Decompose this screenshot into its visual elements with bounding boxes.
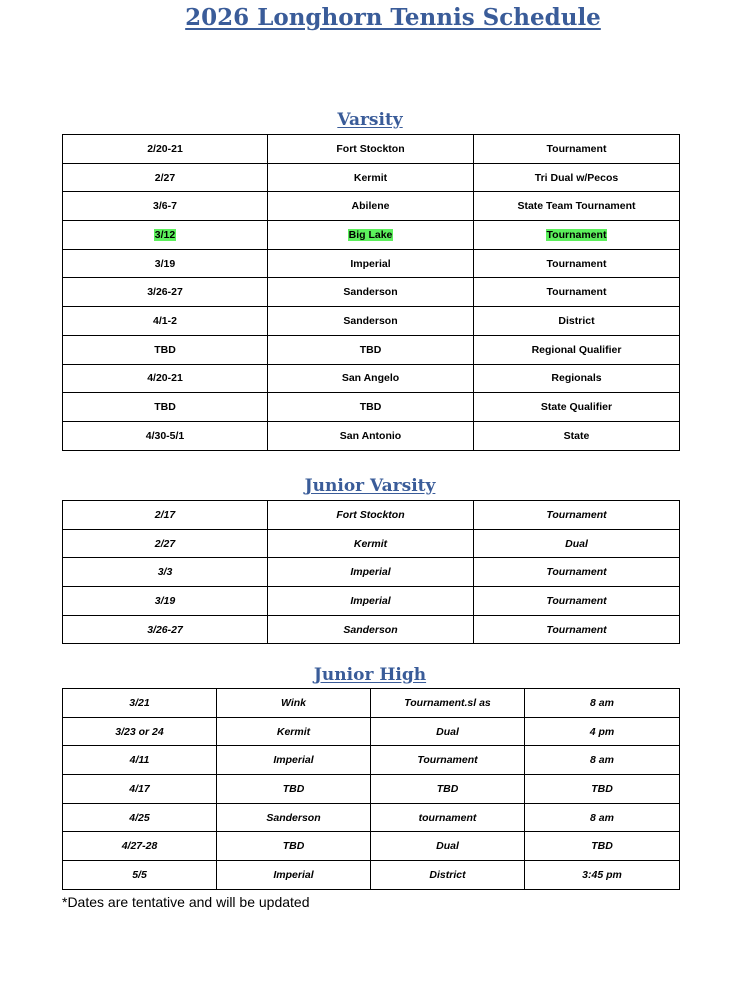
jv-row <box>63 501 680 530</box>
varsity-location-text: San Angelo <box>341 372 400 385</box>
varsity-cell-event <box>474 192 680 221</box>
varsity-cell-location <box>268 163 474 192</box>
jh-event-text: tournament <box>418 811 477 824</box>
jh-location-text: Imperial <box>273 754 314 767</box>
varsity-row <box>63 393 680 422</box>
jv-date-text: 2/27 <box>154 537 176 550</box>
jv-event-text: Tournament <box>546 566 607 579</box>
varsity-location-text: Imperial <box>350 257 391 270</box>
jh-date-text: 4/17 <box>129 782 150 795</box>
varsity-row <box>63 421 680 450</box>
jh-cell-location <box>217 803 371 832</box>
jh-cell-event <box>371 689 525 718</box>
jv-cell-location <box>268 529 474 558</box>
jh-cell-time <box>525 861 680 890</box>
jh-cell-location <box>217 746 371 775</box>
jh-cell-date <box>63 717 217 746</box>
varsity-cell-event <box>474 421 680 450</box>
varsity-location-text: Fort Stockton <box>336 142 405 155</box>
jh-location-text: Wink <box>281 696 306 709</box>
varsity-cell-location <box>268 192 474 221</box>
jh-cell-time <box>525 803 680 832</box>
jh-time-text: 8 am <box>590 754 614 767</box>
jh-location-text: Kermit <box>276 725 311 738</box>
jv-cell-event <box>474 529 680 558</box>
varsity-location-text: Sanderson <box>343 314 398 327</box>
varsity-row <box>63 135 680 164</box>
varsity-date-text: 4/30-5/1 <box>145 429 185 442</box>
varsity-row <box>63 335 680 364</box>
jh-cell-event <box>371 717 525 746</box>
jh-cell-location <box>217 832 371 861</box>
jh-cell-time <box>525 775 680 804</box>
jh-date-text: 4/11 <box>129 754 150 767</box>
varsity-cell-location <box>268 249 474 278</box>
jh-cell-date <box>63 746 217 775</box>
jv-cell-date <box>63 501 268 530</box>
varsity-event-text: Tournament <box>546 257 607 270</box>
varsity-row <box>63 221 680 250</box>
varsity-row <box>63 192 680 221</box>
footnote: *Dates are tentative and will be updated <box>62 894 310 910</box>
jv-location-text: Imperial <box>350 566 391 579</box>
varsity-cell-event <box>474 307 680 336</box>
varsity-event-text: Tournament <box>546 286 607 299</box>
varsity-event-text: Tournament <box>546 142 607 155</box>
varsity-date-text: 3/12 <box>154 228 176 241</box>
junior-high-heading: Junior High <box>313 665 427 685</box>
jh-event-text: Dual <box>436 840 459 853</box>
varsity-date-text: 2/20-21 <box>147 142 183 155</box>
jv-cell-event <box>474 615 680 644</box>
jv-location-text: Sanderson <box>343 623 398 636</box>
varsity-heading: Varsity <box>337 110 403 130</box>
junior-high-table <box>62 688 680 890</box>
varsity-event-text: State Qualifier <box>540 401 613 414</box>
jv-date-text: 3/19 <box>154 594 176 607</box>
jh-row <box>63 832 680 861</box>
jh-time-text: 8 am <box>590 696 614 709</box>
varsity-cell-date <box>63 278 268 307</box>
jv-cell-location <box>268 501 474 530</box>
jv-cell-event <box>474 587 680 616</box>
jh-cell-date <box>63 832 217 861</box>
varsity-cell-event <box>474 163 680 192</box>
varsity-location-text: TBD <box>359 343 382 356</box>
jh-row <box>63 775 680 804</box>
jh-cell-event <box>371 832 525 861</box>
jh-event-text: District <box>429 868 466 881</box>
varsity-cell-event <box>474 278 680 307</box>
jv-cell-location <box>268 615 474 644</box>
jh-row <box>63 861 680 890</box>
varsity-event-text: Regionals <box>551 372 602 385</box>
varsity-event-text: State Team Tournament <box>517 200 636 213</box>
varsity-date-text: 4/1-2 <box>153 314 177 327</box>
varsity-date-text: 2/27 <box>154 171 176 184</box>
varsity-location-text: TBD <box>359 401 382 414</box>
jh-cell-time <box>525 746 680 775</box>
jv-date-text: 2/17 <box>154 508 176 521</box>
varsity-cell-date <box>63 192 268 221</box>
jv-event-text: Tournament <box>546 508 607 521</box>
varsity-cell-date <box>63 364 268 393</box>
jh-location-text: Imperial <box>273 868 314 881</box>
jh-cell-event <box>371 803 525 832</box>
jv-event-text: Dual <box>565 537 588 550</box>
jv-date-text: 3/26-27 <box>147 623 183 636</box>
page-title: 2026 Longhorn Tennis Schedule <box>185 4 601 31</box>
jh-row <box>63 746 680 775</box>
varsity-cell-date <box>63 307 268 336</box>
jv-cell-event <box>474 501 680 530</box>
jh-cell-date <box>63 689 217 718</box>
jh-cell-location <box>217 689 371 718</box>
varsity-location-text: Big Lake <box>348 228 393 241</box>
varsity-table <box>62 134 680 451</box>
varsity-row <box>63 278 680 307</box>
jh-time-text: 3:45 pm <box>582 868 622 881</box>
jv-location-text: Imperial <box>350 594 391 607</box>
varsity-row <box>63 364 680 393</box>
varsity-cell-date <box>63 249 268 278</box>
varsity-event-text: Tri Dual w/Pecos <box>534 171 619 184</box>
junior-varsity-heading: Junior Varsity <box>304 476 436 496</box>
jh-cell-location <box>217 717 371 746</box>
varsity-cell-date <box>63 135 268 164</box>
jh-time-text: 8 am <box>590 811 614 824</box>
varsity-location-text: San Antonio <box>339 429 402 442</box>
varsity-cell-location <box>268 221 474 250</box>
jh-cell-date <box>63 803 217 832</box>
varsity-row <box>63 307 680 336</box>
jh-time-text: TBD <box>591 782 613 795</box>
varsity-cell-location <box>268 393 474 422</box>
varsity-cell-location <box>268 307 474 336</box>
jh-location-text: Sanderson <box>266 811 321 824</box>
junior-varsity-table <box>62 500 680 644</box>
jh-cell-time <box>525 689 680 718</box>
jh-location-text: TBD <box>282 782 305 795</box>
jv-cell-date <box>63 615 268 644</box>
jh-date-text: 3/21 <box>129 696 150 709</box>
varsity-cell-date <box>63 335 268 364</box>
varsity-date-text: 4/20-21 <box>147 372 183 385</box>
varsity-date-text: 3/19 <box>154 257 176 270</box>
varsity-cell-location <box>268 335 474 364</box>
varsity-location-text: Kermit <box>353 171 388 184</box>
jh-event-text: Tournament <box>417 754 478 767</box>
varsity-cell-event <box>474 221 680 250</box>
varsity-cell-date <box>63 221 268 250</box>
varsity-date-text: TBD <box>154 401 176 414</box>
varsity-cell-location <box>268 135 474 164</box>
varsity-date-text: 3/26-27 <box>147 286 183 299</box>
jh-time-text: 4 pm <box>589 725 615 738</box>
jv-row <box>63 529 680 558</box>
varsity-cell-location <box>268 364 474 393</box>
varsity-cell-date <box>63 393 268 422</box>
jh-row <box>63 803 680 832</box>
jh-cell-event <box>371 746 525 775</box>
varsity-event-text: Regional Qualifier <box>531 343 622 356</box>
jh-date-text: 4/25 <box>129 811 150 824</box>
varsity-cell-location <box>268 278 474 307</box>
varsity-row <box>63 163 680 192</box>
jh-date-text: 3/23 or 24 <box>115 725 164 738</box>
varsity-date-text: TBD <box>154 343 176 356</box>
jh-event-text: TBD <box>436 782 459 795</box>
jh-cell-time <box>525 717 680 746</box>
jh-cell-date <box>63 861 217 890</box>
jv-event-text: Tournament <box>546 623 607 636</box>
jv-cell-date <box>63 558 268 587</box>
jh-location-text: TBD <box>282 840 305 853</box>
varsity-event-text: State <box>563 429 590 442</box>
jh-cell-time <box>525 832 680 861</box>
jh-time-text: TBD <box>591 840 613 853</box>
varsity-cell-date <box>63 163 268 192</box>
varsity-location-text: Abilene <box>351 200 390 213</box>
jv-location-text: Kermit <box>353 537 388 550</box>
varsity-cell-event <box>474 249 680 278</box>
jv-event-text: Tournament <box>546 594 607 607</box>
varsity-cell-event <box>474 393 680 422</box>
jv-cell-date <box>63 587 268 616</box>
jv-row <box>63 558 680 587</box>
varsity-event-text: Tournament <box>546 228 607 241</box>
jv-location-text: Fort Stockton <box>336 508 405 521</box>
jh-event-text: Tournament.sl as <box>404 696 491 709</box>
jh-date-text: 4/27-28 <box>121 840 158 853</box>
jv-row <box>63 587 680 616</box>
jh-cell-location <box>217 861 371 890</box>
varsity-cell-event <box>474 135 680 164</box>
jh-date-text: 5/5 <box>132 868 147 881</box>
jh-cell-event <box>371 775 525 804</box>
jv-cell-event <box>474 558 680 587</box>
jh-cell-event <box>371 861 525 890</box>
varsity-cell-event <box>474 335 680 364</box>
jv-cell-date <box>63 529 268 558</box>
jv-date-text: 3/3 <box>157 566 173 579</box>
jh-cell-location <box>217 775 371 804</box>
varsity-cell-location <box>268 421 474 450</box>
varsity-event-text: District <box>558 314 595 327</box>
varsity-cell-date <box>63 421 268 450</box>
varsity-row <box>63 249 680 278</box>
jv-cell-location <box>268 587 474 616</box>
jv-cell-location <box>268 558 474 587</box>
varsity-location-text: Sanderson <box>343 286 398 299</box>
jh-row <box>63 717 680 746</box>
jh-row <box>63 689 680 718</box>
varsity-date-text: 3/6-7 <box>153 200 177 213</box>
jh-event-text: Dual <box>436 725 459 738</box>
jv-row <box>63 615 680 644</box>
varsity-cell-event <box>474 364 680 393</box>
jh-cell-date <box>63 775 217 804</box>
